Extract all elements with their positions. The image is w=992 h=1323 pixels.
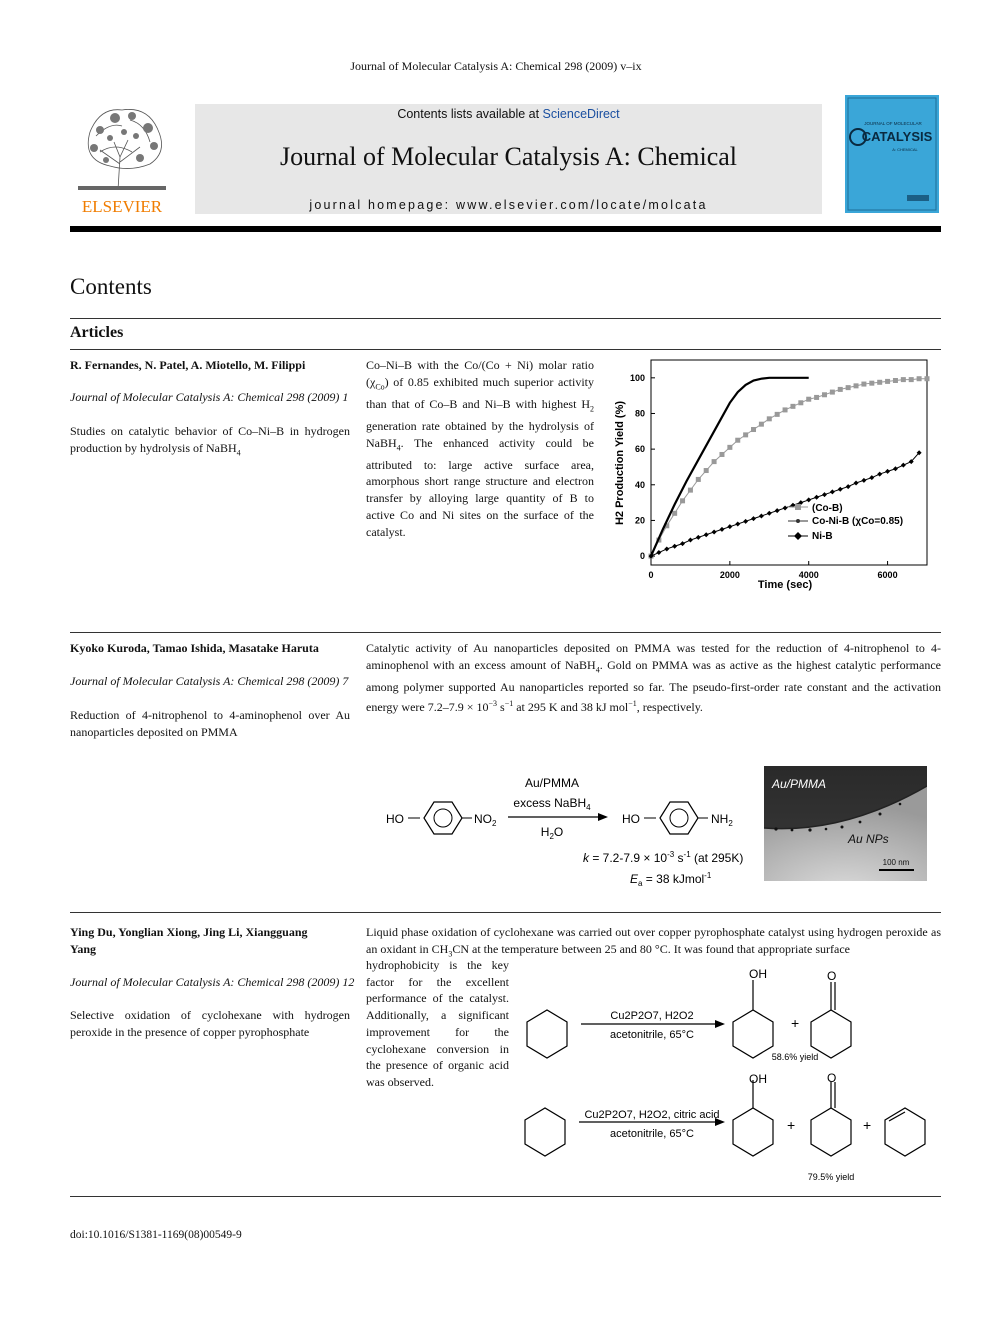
x-tick-label: 0 xyxy=(648,570,654,580)
svg-text:O: O xyxy=(827,969,837,983)
data-point-co-b xyxy=(846,385,851,390)
series-line-0 xyxy=(651,379,927,556)
svg-text:NH2: $NH_2$ xyxy=(711,812,733,828)
chart-legend xyxy=(788,503,903,542)
data-point-co-b xyxy=(925,376,930,381)
data-point-ni-b xyxy=(838,487,843,492)
cyclohexanone-ring-icon xyxy=(811,1010,851,1058)
data-point-co-b xyxy=(704,468,709,473)
publisher-name: ELSEVIER xyxy=(81,197,163,216)
svg-text:acetonitrile, 65°C: acetonitrile, 65°C xyxy=(610,1029,694,1041)
data-point-co-b xyxy=(909,377,914,382)
cyclohexanone-ring-icon xyxy=(811,1108,851,1156)
data-point-co-b xyxy=(719,452,724,457)
svg-text:Cu2P2O7, H2O2: Cu2P2O7, H2O2 xyxy=(610,1010,694,1022)
svg-text:Au NPs: Au NPs xyxy=(848,832,889,846)
svg-text:acetonitrile, 65°C: acetonitrile, 65°C xyxy=(610,1128,694,1140)
running-head: Journal of Molecular Catalysis A: Chemical 298 (2009) v–ix xyxy=(350,59,642,73)
data-point-co-b xyxy=(854,383,859,388)
data-point-co-b xyxy=(814,395,819,400)
plot-frame xyxy=(651,360,927,565)
data-point-co-b xyxy=(696,477,701,482)
data-point-co-b xyxy=(751,427,756,432)
divider xyxy=(70,632,941,633)
benzene-ring-icon xyxy=(660,802,698,834)
y-tick-label: 20 xyxy=(634,515,645,526)
article-title[interactable]: Studies on catalytic behavior of Co–Ni–B in hydrogen production by hydrolysis of NaBH$_4$ xyxy=(70,424,350,458)
article-title[interactable]: Reduction of 4-nitrophenol to 4-aminophenol over Au nanoparticles deposited on PMMA xyxy=(70,708,350,739)
elsevier-tree-icon xyxy=(70,102,174,216)
cyclohexane-ring-icon xyxy=(525,1108,565,1156)
data-point-co-b xyxy=(869,381,874,386)
data-point-ni-b xyxy=(688,538,693,543)
data-point-co-b xyxy=(822,392,827,397)
data-point-co-b xyxy=(838,387,843,392)
svg-text:excess NaBH4: excess NaBH$_4$ xyxy=(513,796,591,812)
article-abstract: Liquid phase oxidation of cyclohexane was carried out over copper pyrophosphate catalyst using hydrogen peroxide as an oxidant in $CH_3CN$ at the temperature between 25 and 80 °C. It was found that appropriate surface xyxy=(366,925,941,959)
svg-text:Ea = 38 kJmol-1: $E_a = 38$ kJmol$^{-1}$ xyxy=(630,871,712,888)
data-point-ni-b xyxy=(704,532,709,537)
svg-text:HO: HO xyxy=(386,812,404,826)
data-point-co-b xyxy=(712,459,717,464)
svg-text:+: + xyxy=(787,1117,796,1133)
svg-text:OH: OH xyxy=(749,967,767,981)
contents-available: Contents lists available at ScienceDirect xyxy=(397,107,620,121)
data-point-ni-b xyxy=(759,513,764,518)
data-point-co-b xyxy=(806,397,811,402)
data-point-co-b xyxy=(688,488,693,493)
svg-text:+: + xyxy=(791,1015,800,1031)
legend-label-ni-b: Ni-B xyxy=(812,531,833,542)
data-point-co-b xyxy=(783,407,788,412)
cover-image xyxy=(845,95,939,213)
article-authors: Ying Du, Yonglian Xiong, Jing Li, Xiangguang Yang xyxy=(70,925,308,956)
y-axis-label: H2 Production Yield (%) xyxy=(614,400,626,526)
data-point-ni-b xyxy=(743,519,748,524)
data-point-co-b xyxy=(672,511,677,516)
data-point-ni-b xyxy=(854,481,859,486)
data-point-co-b xyxy=(775,412,780,417)
data-point-co-b xyxy=(798,400,803,405)
data-point-ni-b xyxy=(861,478,866,483)
series-line-1 xyxy=(651,378,809,556)
doi[interactable]: doi:10.1016/S1381-1169(08)00549-9 xyxy=(70,1229,242,1241)
data-point-ni-b xyxy=(735,522,740,527)
header-rule xyxy=(70,226,941,232)
data-point-co-b xyxy=(861,382,866,387)
svg-text:Au/PMMA: Au/PMMA xyxy=(524,776,580,790)
data-point-ni-b xyxy=(893,466,898,471)
svg-text:JOURNAL OF MOLECULAR: JOURNAL OF MOLECULAR xyxy=(864,121,922,126)
data-point-co-b xyxy=(877,380,882,385)
journal-banner xyxy=(195,104,822,214)
data-point-co-b xyxy=(917,376,922,381)
data-point-ni-b xyxy=(767,511,772,516)
svg-text:79.5% yield: 79.5% yield xyxy=(807,1172,855,1182)
svg-text:Au/PMMA: Au/PMMA xyxy=(772,777,827,791)
data-point-ni-b xyxy=(775,508,780,513)
journal-cover xyxy=(845,95,939,213)
article-abstract: Catalytic activity of Au nanoparticles deposited on PMMA was tested for the reduction of 4-nitrophenol to 4-aminophenol with an excess amount of NaBH$_4$. Gold on PMMA was as active as the highest catalytic performance among polymer supported Au nanoparticles reported so far. The pseudo-first-order rate constant and the activation energy were $7.2-7.9 \times 10^{-3}$ $s^{-1}$ at 295 K and 38 kJ mol$^{-1}$, respectively. xyxy=(366,641,941,714)
data-point-ni-b xyxy=(877,472,882,477)
svg-text:H2O: $H_2O$ xyxy=(540,825,564,841)
svg-text:OH: OH xyxy=(749,1072,767,1086)
legend-marker-co-b xyxy=(795,504,801,510)
data-point-ni-b xyxy=(822,492,827,497)
data-point-ni-b xyxy=(696,535,701,540)
data-point-co-b xyxy=(790,404,795,409)
data-point-ni-b xyxy=(846,484,851,489)
data-point-ni-b xyxy=(814,495,819,500)
section-heading: Articles xyxy=(70,324,124,341)
article-citation[interactable]: Journal of Molecular Catalysis A: Chemical 298 (2009) 1 xyxy=(70,390,349,404)
divider xyxy=(70,349,941,350)
y-tick-label: 0 xyxy=(639,551,645,562)
svg-text:O: O xyxy=(827,1071,837,1085)
data-point-ni-b xyxy=(783,505,788,510)
cyclohexane-ring-icon xyxy=(527,1010,567,1058)
y-tick-label: 80 xyxy=(634,408,645,419)
svg-text:CATALYSIS: CATALYSIS xyxy=(861,129,933,144)
data-point-ni-b xyxy=(869,475,874,480)
cyclohexene-ring-icon xyxy=(885,1108,925,1156)
data-point-co-b xyxy=(901,377,906,382)
data-point-ni-b xyxy=(885,469,890,474)
cyclohexanol-ring-icon xyxy=(733,1010,773,1058)
svg-text:A: CHEMICAL: A: CHEMICAL xyxy=(892,147,918,152)
data-point-ni-b xyxy=(751,516,756,521)
x-axis-label: Time (sec) xyxy=(757,579,813,591)
data-point-co-b xyxy=(893,378,898,383)
data-point-co-b xyxy=(743,432,748,437)
data-point-co-b xyxy=(885,379,890,384)
legend-label-co-b: (Co-B) xyxy=(812,503,843,514)
article-citation[interactable]: Journal of Molecular Catalysis A: Chemical 298 (2009) 12 xyxy=(70,975,355,989)
data-point-ni-b xyxy=(656,550,661,555)
svg-text:NO2: $NO_2$ xyxy=(474,812,497,828)
data-point-co-b xyxy=(727,445,732,450)
x-tick-label: 6000 xyxy=(877,570,898,580)
data-point-co-b xyxy=(830,390,835,395)
article-authors: R. Fernandes, N. Patel, A. Miotello, M. Filippi xyxy=(70,358,306,372)
data-point-ni-b xyxy=(830,489,835,494)
divider xyxy=(70,1196,941,1197)
data-point-co-b xyxy=(759,422,764,427)
legend-label-co-ni-b: Co-Ni-B (χCo=0.85) xyxy=(812,516,904,527)
divider xyxy=(70,318,941,319)
data-point-co-b xyxy=(735,438,740,443)
svg-text:Cu2P2O7, H2O2, citric acid: Cu2P2O7, H2O2, citric acid xyxy=(584,1109,720,1121)
article-authors: Kyoko Kuroda, Tamao Ishida, Masatake Haruta xyxy=(70,641,319,655)
svg-text:+: + xyxy=(863,1117,872,1133)
svg-text:HO: HO xyxy=(622,812,640,826)
h2-yield-chart xyxy=(605,355,935,595)
data-point-ni-b xyxy=(719,527,724,532)
svg-text:100 nm: 100 nm xyxy=(882,858,910,867)
y-tick-label: 60 xyxy=(634,444,645,455)
x-tick-label: 2000 xyxy=(719,570,740,580)
data-point-ni-b xyxy=(680,541,685,546)
legend-marker-co-ni-b xyxy=(796,519,800,523)
sciencedirect-link[interactable]: ScienceDirect xyxy=(542,107,620,121)
journal-homepage[interactable]: journal homepage: www.elsevier.com/locate/molcata xyxy=(309,198,708,212)
svg-text:58.6% yield: 58.6% yield xyxy=(771,1052,819,1062)
svg-text:k = 7.2-7.9 × 10-3 s-1 (at 295: $k = 7.2-7.9 \times 10^{-3}$ $s^{-1}$ (at 295K) xyxy=(583,850,744,865)
reaction-arrow-icon xyxy=(598,813,608,821)
legend-marker-ni-b xyxy=(794,532,802,540)
elsevier-logo xyxy=(70,102,174,216)
y-tick-label: 100 xyxy=(629,372,645,383)
journal-title: Journal of Molecular Catalysis A: Chemical xyxy=(279,142,738,171)
article-abstract-continued: hydrophobicity is the key factor for the excellent performance of the catalyst. Additionally, a significant improvement for the cyclohexane conversion in the presence of organic acid was observed. xyxy=(366,958,509,1089)
article-title[interactable]: Selective oxidation of cyclohexane with hydrogen peroxide in the presence of copper pyrophosphate xyxy=(70,1008,350,1039)
cyclohexanol-ring-icon xyxy=(733,1108,773,1156)
x-tick-label: 4000 xyxy=(798,570,819,580)
article-abstract: Co–Ni–B with the Co/(Co + Ni) molar ratio $(\chi_{Co})$ of 0.85 exhibited much superior activity than that of Co–B and Ni–B with highest $H_2$ generation rate obtained by the hydrolysis of NaBH$_4$. The enhanced activity could be attributed to: large active surface area, amorphous short range structure and electron transfer by alloying large quantity of B to active Co and Ni sites on the surface of the catalyst. xyxy=(366,358,594,539)
data-point-co-b xyxy=(680,498,685,503)
data-point-ni-b xyxy=(712,530,717,535)
benzene-ring-icon xyxy=(424,802,462,834)
tem-micrograph xyxy=(764,766,927,881)
divider xyxy=(70,912,941,913)
article-citation[interactable]: Journal of Molecular Catalysis A: Chemical 298 (2009) 7 xyxy=(70,674,349,688)
data-point-co-b xyxy=(767,416,772,421)
cyclohexane-oxidation-scheme xyxy=(515,962,941,1187)
y-tick-label: 40 xyxy=(634,479,645,490)
data-point-ni-b xyxy=(806,497,811,502)
data-point-ni-b xyxy=(727,524,732,529)
data-point-ni-b xyxy=(664,546,669,551)
data-point-ni-b xyxy=(672,544,677,549)
reaction-arrow-icon xyxy=(715,1020,725,1028)
data-point-ni-b xyxy=(901,463,906,468)
nitrophenol-reaction-scheme xyxy=(380,770,760,895)
page-title: Contents xyxy=(70,274,152,299)
